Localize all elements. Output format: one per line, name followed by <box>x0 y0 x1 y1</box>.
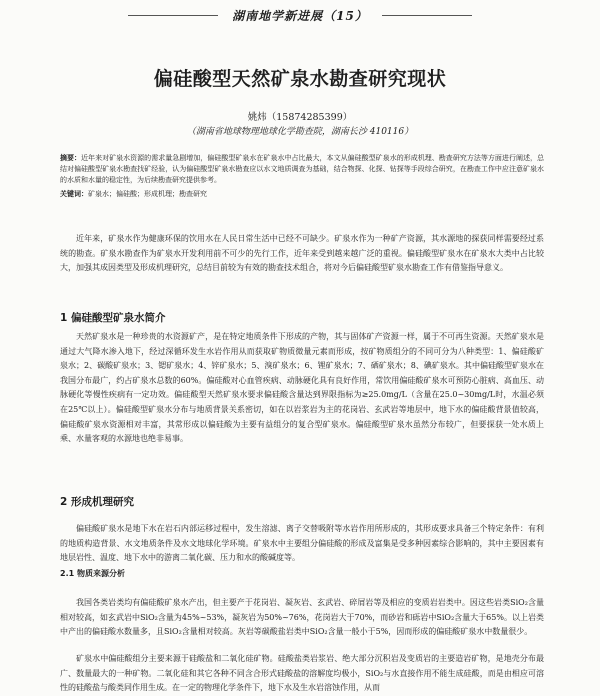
running-head: 湖南地学新进展（15） <box>226 7 374 24</box>
header-rule-left <box>128 15 218 16</box>
keywords <box>60 188 544 200</box>
subsection-2-1-paragraph: 我国各类岩类均有偏硅酸矿泉水产出，但主要产于花岗岩、凝灰岩、玄武岩、碎屑岩等及相应的变质岩岩类中。因这些岩类SiO₂含量相对较高，如玄武岩中SiO₂含量为45%~53%，凝灰岩为50%~76%，花岗岩大于70%，而砂岩和砾岩中SiO₂含量大于65%。以上岩类中产出的偏硅酸水数量多，且SiO₂含量相对较高。灰岩等碳酸盐岩类中SiO₂含量一般小于5%，因而形成的偏硅酸矿泉水中数量很少。 <box>60 598 544 637</box>
author-line: 姚炜（15874285399） <box>247 112 353 123</box>
running-header <box>0 6 600 24</box>
section-2-heading: 2 形成机理研究 <box>60 496 134 508</box>
keywords-text: 矿泉水；偏硅酸；形成机理；勘查研究 <box>88 190 207 198</box>
intro-paragraph: 近年来，矿泉水作为健康环保的饮用水在人民日常生活中已经不可缺少。矿泉水作为一种矿产资源，其水源地的探获同样需要经过系统的勘查。矿泉水勘查作为矿泉水开发利用前不可少的先行工作，近年来受到越来越广泛的重视。偏硅酸型矿泉水在矿泉水大类中占比较大，加强其成因类型及形成机理研究，总结目前较为有效的勘查技术组合，将对今后偏硅酸型矿泉水勘查工作有借鉴指导意义。 <box>60 234 544 273</box>
keywords-label: 关键词： <box>60 189 88 198</box>
header-rule-right <box>382 15 472 16</box>
abstract-label: 摘要： <box>60 153 82 162</box>
section-1-heading: 1 偏硅酸型矿泉水简介 <box>60 312 166 324</box>
section-2-paragraph: 偏硅酸矿泉水是地下水在岩石内部运移过程中，发生溶滤、离子交替吸附等水岩作用所形成的，其形成要求具备三个特定条件：有利的地质构造背景、水文地质条件及水文地球化学环境。矿泉水中主要组分偏硅酸的形成及富集是受多种因素综合影响的，其中主要因素有地层岩性、温度、地下水中的游离二氧化碳、压力和水的酸碱度等。 <box>60 524 544 563</box>
subsection-2-1-heading: 2.1 物质来源分析 <box>60 569 125 578</box>
subsection-2-1-paragraph-2: 矿泉水中偏硅酸组分主要来源于硅酸盐和二氧化硅矿物。硅酸盐类岩浆岩、绝大部分沉积岩及变质岩的主要造岩矿物，是地壳分布最广、数量最大的一种矿物。二氧化硅和其它各种不同含合形式硅酸盐的溶解度均极小，SiO₂与水直接作用不能生成硅酸，而是由相应可溶性的硅酸盐与酸类同作用生成。在一定的物理化学条件下，地下水及生水岩溶蚀作用，从而 <box>60 654 544 693</box>
abstract-text: 近年来对矿泉水资源的需求量急剧增加，偏硅酸型矿泉水在矿泉水中占比最大，本文从偏硅酸型矿泉水的形成机理、勘查研究方法等方面进行阐述，总结对偏硅酸型矿泉水勘查找矿经验，认为偏硅酸型矿泉水勘查应以水文地质调查为基础，结合物探、化探、钻探等手段综合研究，在勘查工作中应注意矿泉水的水质和水量的稳定性，为后续勘查研究提供参考。 <box>60 154 545 184</box>
affiliation-line: （湖南省地球物理地球化学勘查院，湖南长沙 410116） <box>186 127 414 137</box>
section-1-paragraph: 天然矿泉水是一种珍贵的水资源矿产，是在特定地质条件下形成的产物，其与固体矿产资源一样，属于不可再生资源。天然矿泉水是通过大气降水渗入地下，经过深循环发生水岩作用从而获取矿物质微量元素而形成，按矿物质组分的不同可分为八种类型：1、偏硅酸矿泉水；2、碳酸矿泉水；3、锶矿泉水；4、锌矿泉水；5、溴矿泉水；6、锂矿泉水；7、硒矿泉水；8、碘矿泉水。其中偏硅酸型矿泉水在我国分布最广，约占矿泉水总数的60%。偏硅酸对心血管疾病、动脉硬化具有良好作用，常饮用偏硅酸矿泉水可预防心脏病、高血压、动脉硬化等慢性疾病有一定功效。偏硅酸型天然矿泉水要求偏硅酸含量达到界限指标为≥25.0mg/L（含量在25.0~30mg/L时，水温必须在25℃以上）。偏硅酸型矿泉水分布与地质背景关系密切，如在以岩浆岩为主的花岗岩、玄武岩等地层中，地下水的偏硅酸背景值较高，偏硅酸矿泉水资源相对丰富，其常形成以偏硅酸为主要有益组分的复合型矿泉水。偏硅酸型矿泉水虽然分布较广，但要探获一处水质上乘、水量客观的水源地也绝非易事。 <box>60 332 544 444</box>
paper-title: 偏硅酸型天然矿泉水勘查研究现状 <box>153 68 447 90</box>
abstract <box>60 152 544 186</box>
